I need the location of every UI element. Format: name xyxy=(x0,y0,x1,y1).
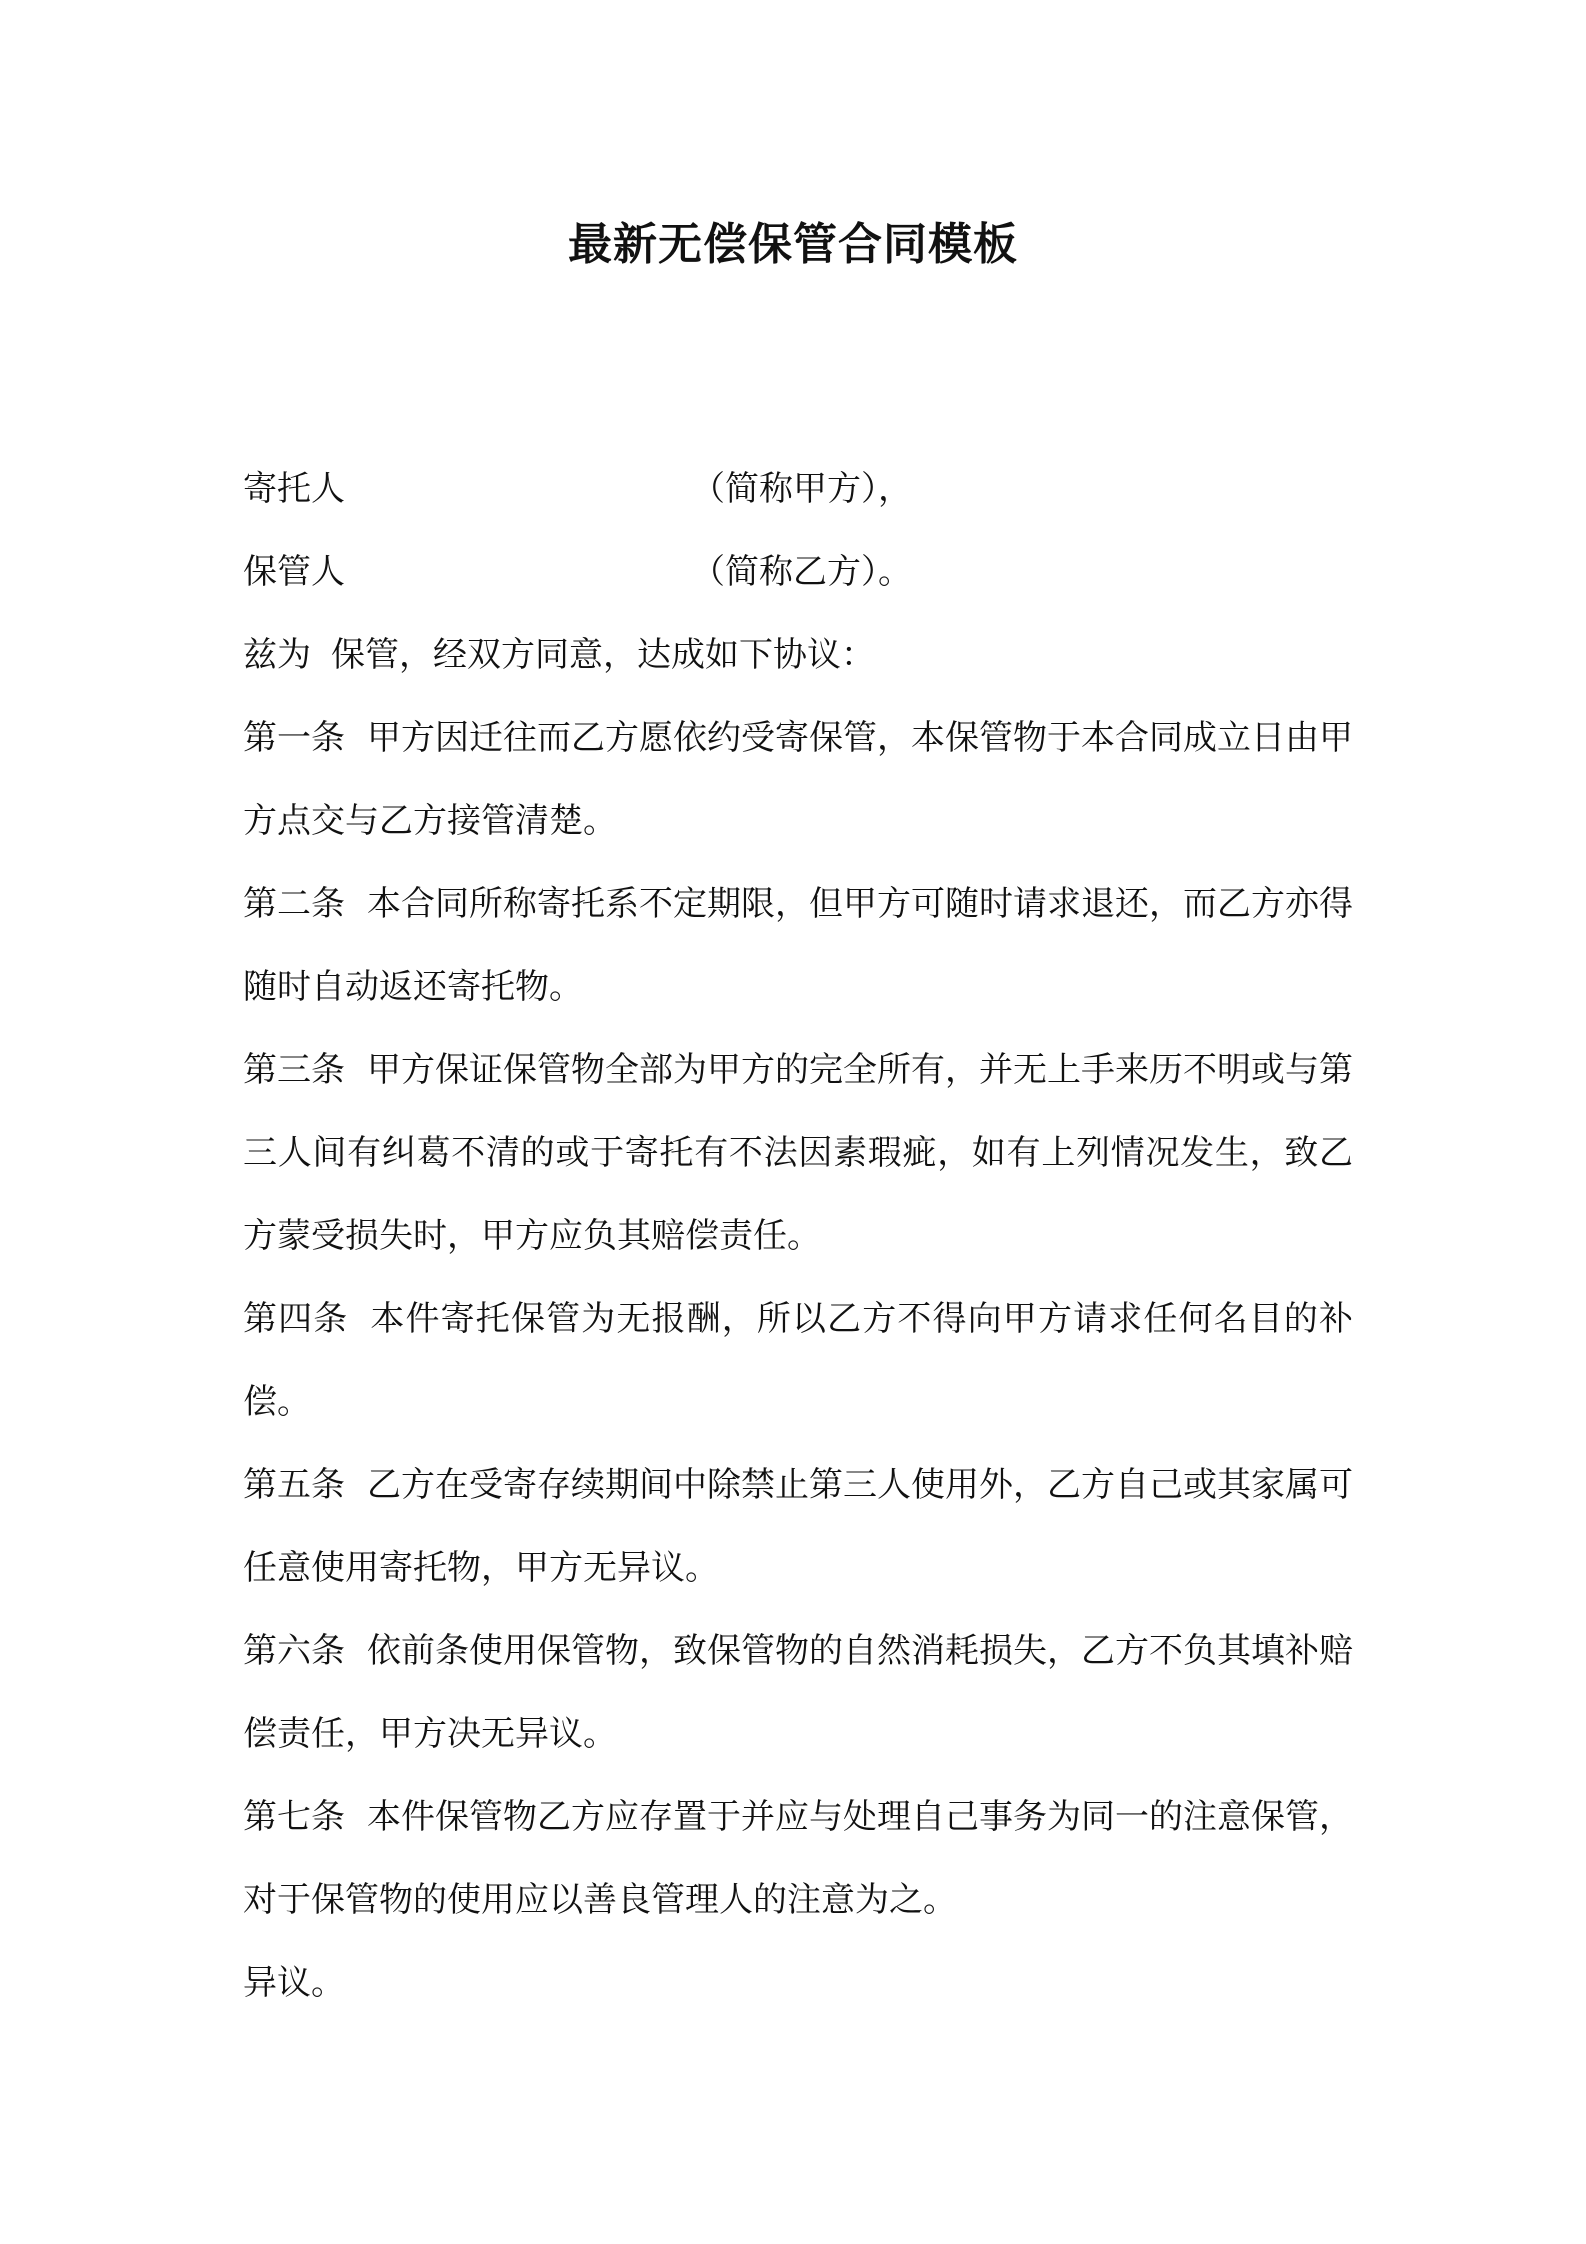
article-text: 本件寄托保管为无报酬，所以乙方不得向甲方请求任何名目的补偿。 xyxy=(243,1299,1354,1422)
custodian-label: 保管人 xyxy=(243,552,345,592)
intro-text: 保管，经双方同意，达成如下协议： xyxy=(331,635,875,675)
depositor-label: 寄托人 xyxy=(243,469,345,509)
article-text: 本合同所称寄托系不定期限，但甲方可随时请求退还，而乙方亦得随时自动返还寄托物。 xyxy=(243,884,1353,1007)
custodian-abbreviation: （简称乙方）。 xyxy=(691,552,912,592)
article-number: 第五条 xyxy=(243,1465,345,1505)
intro-statement xyxy=(243,614,1353,697)
article-text: 甲方因迁往而乙方愿依约受寄保管，本保管物于本合同成立日由甲方点交与乙方接管清楚。 xyxy=(243,718,1353,841)
article-number: 第二条 xyxy=(243,884,345,924)
article-text: 乙方在受寄存续期间中除禁止第三人使用外，乙方自己或其家属可任意使用寄托物，甲方无异议。 xyxy=(243,1465,1353,1588)
article-text: 甲方保证保管物全部为甲方的完全所有，并无上手来历不明或与第三人间有纠葛不清的或于寄托有不法因素瑕疵，如有上列情况发生，致乙方蒙受损失时，甲方应负其赔偿责任。 xyxy=(243,1050,1353,1256)
article-text: 本件保管物乙方应存置于并应与处理自己事务为同一的注意保管，对于保管物的使用应以善良管理人的注意为之。 xyxy=(243,1797,1353,1920)
document-title: 最新无偿保管合同模板 xyxy=(568,219,1018,270)
document-body xyxy=(243,448,1353,2025)
article-number: 第一条 xyxy=(243,718,345,758)
trailing-text: 异议。 xyxy=(243,1963,345,2003)
depositor-abbreviation: （简称甲方）， xyxy=(691,469,912,509)
article-4 xyxy=(243,1278,1353,1444)
article-2 xyxy=(243,863,1353,1029)
article-number: 第四条 xyxy=(243,1299,349,1339)
article-1 xyxy=(243,697,1353,863)
intro-prefix: 兹为 xyxy=(243,635,311,675)
party-line-depositor xyxy=(243,448,1353,531)
article-5 xyxy=(243,1444,1353,1610)
article-number: 第六条 xyxy=(243,1631,345,1671)
article-3 xyxy=(243,1029,1353,1278)
article-number: 第三条 xyxy=(243,1050,345,1090)
article-number: 第七条 xyxy=(243,1797,345,1837)
party-line-custodian xyxy=(243,531,1353,614)
article-text: 依前条使用保管物，致保管物的自然消耗损失，乙方不负其填补赔偿责任，甲方决无异议。 xyxy=(243,1631,1353,1754)
article-7 xyxy=(243,1776,1353,1942)
article-6 xyxy=(243,1610,1353,1776)
